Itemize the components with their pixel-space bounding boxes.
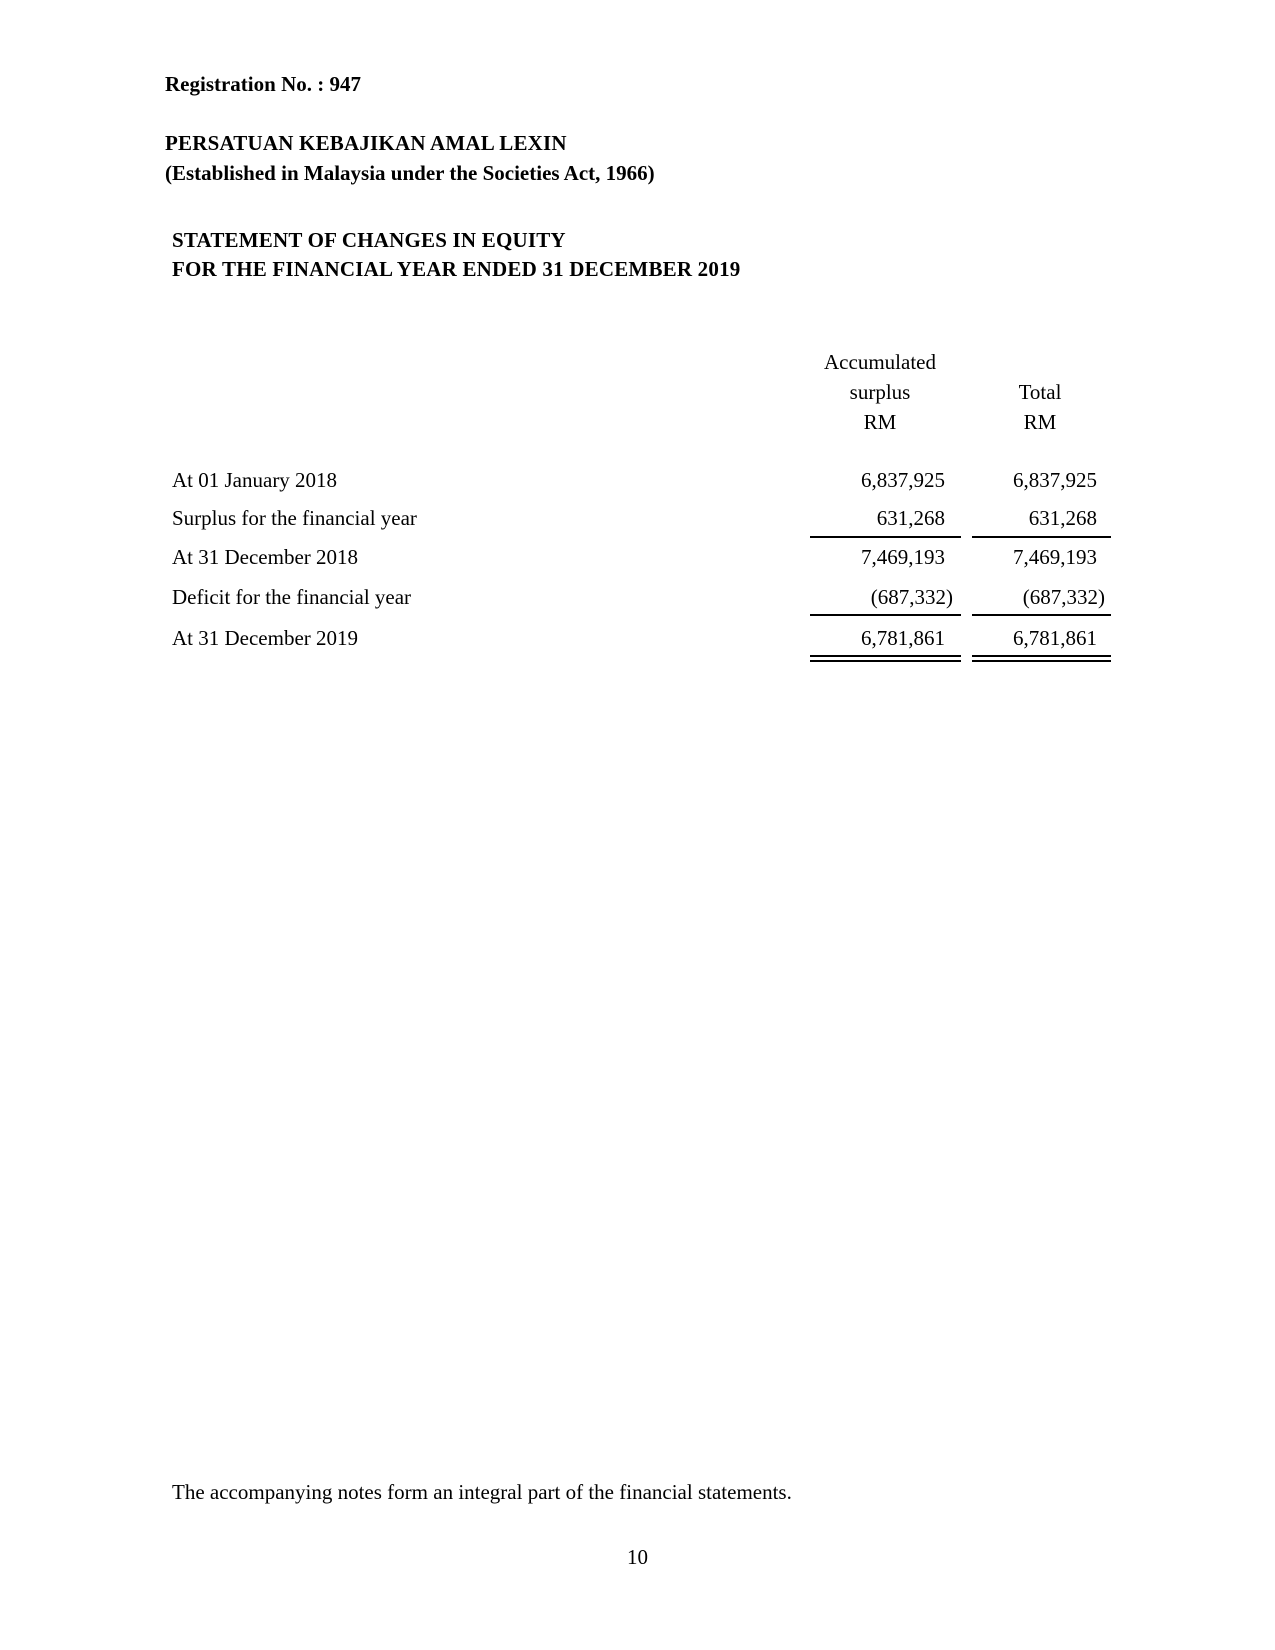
row-value-accumulated: 7,469,193 [861, 545, 945, 569]
row-label-closing-2018: At 31 December 2018 [172, 545, 359, 569]
row-value-total: (687,332) [1022, 585, 1105, 609]
total-double-rule [972, 655, 1111, 662]
row-label-deficit: Deficit for the financial year [172, 585, 412, 609]
column-header-unit: RM [863, 410, 897, 434]
column-header-unit: RM [1023, 410, 1057, 434]
row-value-accumulated: (687,332) [870, 585, 953, 609]
row-value-total: 7,469,193 [1013, 545, 1097, 569]
column-header-line1: Accumulated [824, 350, 936, 374]
page-number: 10 [627, 1545, 648, 1569]
subtotal-rule [972, 614, 1111, 616]
column-header-line2: surplus [849, 380, 911, 404]
row-label-opening-2018: At 01 January 2018 [172, 468, 338, 492]
column-header-accumulated-surplus [800, 347, 960, 437]
row-label-surplus: Surplus for the financial year [172, 506, 417, 530]
row-value-total: 6,781,861 [1013, 626, 1097, 650]
row-value-total: 631,268 [1028, 506, 1097, 530]
statement-title: STATEMENT OF CHANGES IN EQUITY [172, 228, 566, 252]
row-label-closing-2019: At 31 December 2019 [172, 626, 359, 650]
subtotal-rule [810, 614, 961, 616]
subtotal-rule [972, 536, 1111, 538]
column-header-line1 [970, 347, 1110, 377]
row-value-accumulated: 6,837,925 [861, 468, 945, 492]
row-value-accumulated: 631,268 [876, 506, 945, 530]
column-header-total [970, 347, 1110, 437]
total-double-rule [810, 655, 961, 662]
row-value-total: 6,837,925 [1013, 468, 1097, 492]
organization-name: PERSATUAN KEBAJIKAN AMAL LEXIN [165, 131, 567, 155]
statement-period: FOR THE FINANCIAL YEAR ENDED 31 DECEMBER 2019 [172, 257, 741, 281]
footnote: The accompanying notes form an integral part of the financial statements. [172, 1480, 792, 1504]
row-value-accumulated: 6,781,861 [861, 626, 945, 650]
establishment-note: (Established in Malaysia under the Societies Act, 1966) [165, 161, 655, 185]
registration-number: Registration No. : 947 [165, 72, 361, 96]
subtotal-rule [810, 536, 961, 538]
column-header-line2: Total [1018, 380, 1062, 404]
